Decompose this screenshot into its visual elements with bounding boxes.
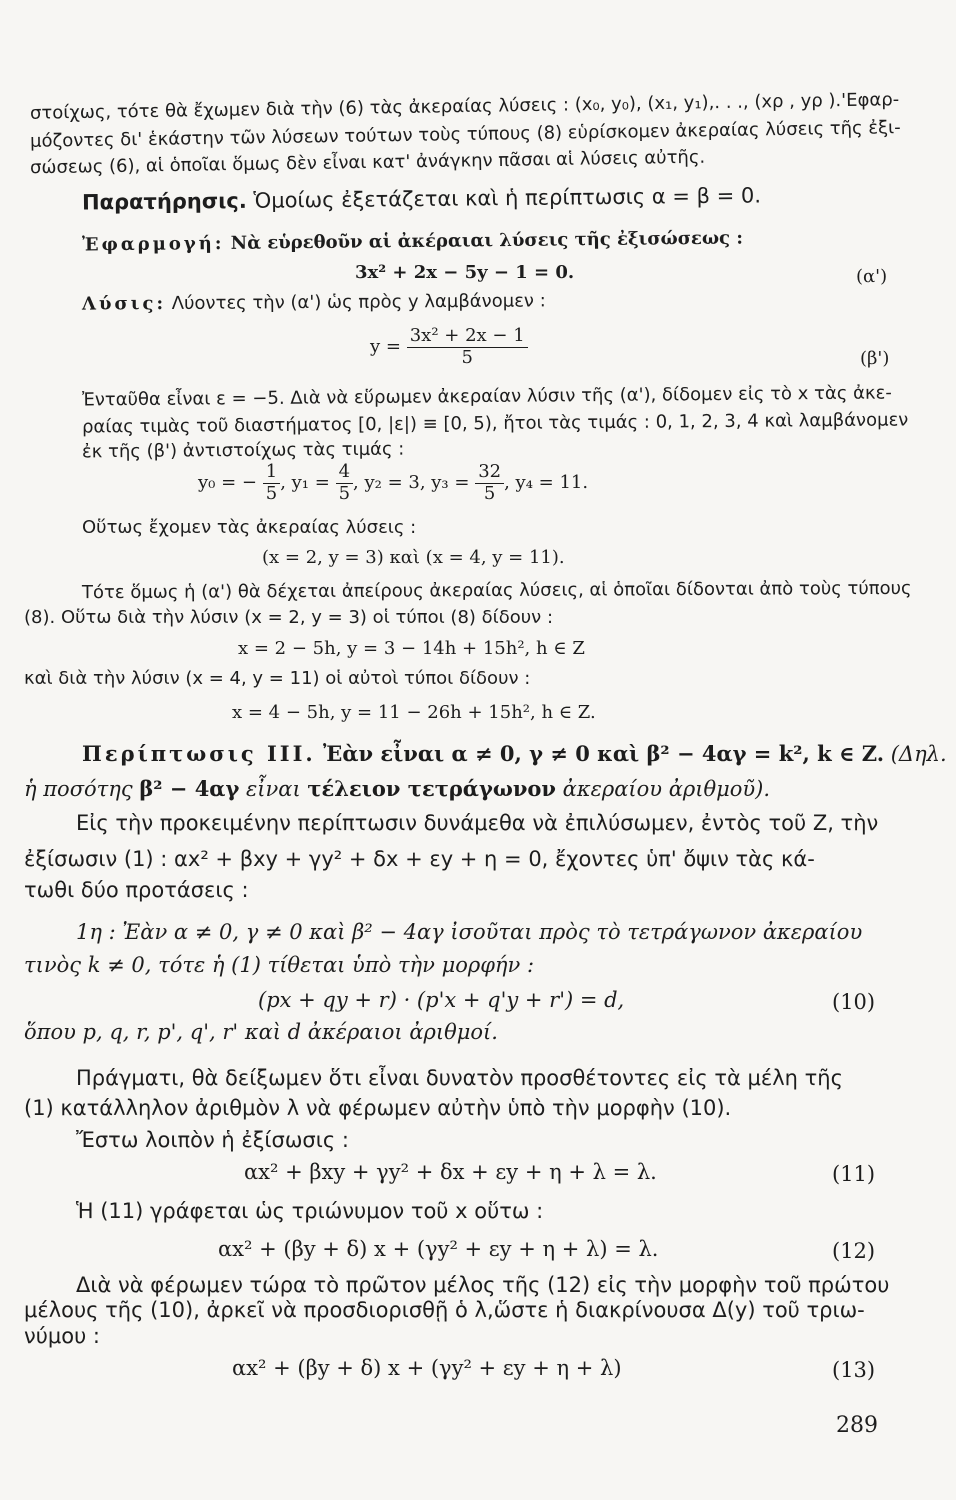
fraction-numerator: 32 — [475, 462, 504, 484]
solution-line — [82, 290, 546, 314]
text-line: ἐκ τῆς (β') ἀντιστοίχως τὰς τιμάς : — [81, 438, 405, 463]
equation-number: (10) — [832, 990, 876, 1014]
equation-a: 3x² + 2x − 5y − 1 = 0. — [355, 262, 575, 283]
remark-line — [82, 183, 761, 214]
case-note: (Δηλ. — [884, 742, 947, 766]
case-note-line — [24, 776, 770, 801]
text-line: (8). Οὕτω διὰ τὴν λύσιν (x = 2, y = 3) οἱ τύποι (8) δίδουν : — [24, 607, 554, 628]
text-line: ραίας τιμὰς τοῦ διαστήματος [0, |ε|) ≡ [0, 5), ἤτοι τὰς τιμάς : 0, 1, 2, 3, 4 καὶ λαμβάνομεν — [81, 409, 909, 438]
text-line: στοίχως, τότε θὰ ἔχωμεν διὰ τὴν (6) τὰς ἀκεραίας λύσεις : (x₀, y₀), (x₁, y₁),. . ., (xρ , yρ ).'Εφαρ- — [29, 89, 900, 124]
fraction-denominator: 5 — [483, 482, 496, 504]
equation-13: αx² + (βy + δ) x + (γy² + εy + η + λ) — [232, 1356, 622, 1380]
remark-label: Παρατήρησις. — [81, 188, 247, 215]
text-line: μέλους τῆς (10), ἀρκεῖ νὰ προσδιορισθῇ ὁ λ,ὥστε ἡ διακρίνουσα Δ(y) τοῦ τριω- — [24, 1298, 865, 1322]
text-line: Τότε ὅμως ἡ (α') θὰ δέχεται ἀπείρους ἀκεραίας λύσεις, αἱ ὁποῖαι δίδονται ἀπὸ τοὺς τύπους — [81, 577, 912, 604]
proposition-line: ὅπου p, q, r, p', q', r' καὶ d ἀκέραιοι ἀριθμοί. — [24, 1020, 498, 1044]
equation-number: (13) — [832, 1358, 876, 1382]
page-number: 289 — [836, 1413, 878, 1438]
text-line: Οὕτως ἔχομεν τὰς ἀκεραίας λύσεις : — [82, 517, 417, 538]
fraction-denominator: 5 — [338, 482, 351, 504]
text-line: (1) κατάλληλον ἀριθμὸν λ νὰ φέρωμεν αὐτὴν ὑπὸ τὴν μορφὴν (10). — [24, 1096, 732, 1120]
text-line: τωθι δύο προτάσεις : — [24, 878, 249, 902]
text-line: Πράγματι, θὰ δείξωμεν ὅτι εἶναι δυνατὸν προσθέτοντες εἰς τὰ μέλη τῆς — [76, 1066, 843, 1090]
eq-b-lhs: y = — [370, 336, 401, 358]
fraction-numerator: 1 — [263, 462, 280, 484]
note-bold: β² − 4αγ — [139, 776, 240, 801]
fraction — [263, 462, 280, 504]
case-label: Περίπτωσις III. — [82, 741, 316, 766]
equation-10: (px + qy + r) · (p'x + q'y + r') = d, — [258, 988, 625, 1012]
value-y0: y₀ = − — [198, 472, 257, 494]
fraction-denominator: 5 — [265, 482, 278, 504]
math-line: (x = 2, y = 3) καὶ (x = 4, y = 11). — [262, 547, 565, 568]
note-bold: τέλειον τετράγωνον — [307, 776, 556, 801]
equation-number: (11) — [832, 1162, 876, 1186]
values-line — [198, 462, 588, 504]
note-text: ἀκεραίου ἀριθμοῦ). — [555, 777, 771, 801]
note-text: εἶναι — [239, 777, 308, 801]
text-line: Διὰ νὰ φέρωμεν τώρα τὸ πρῶτον μέλος τῆς (12) εἰς τὴν μορφὴν τοῦ πρώτου — [76, 1273, 890, 1297]
note-text: ἡ ποσότης — [24, 777, 140, 801]
fraction-denominator: 5 — [461, 346, 473, 368]
solution-text: Λύοντες τὴν (α') ὡς πρὸς y λαμβάνομεν : — [165, 290, 546, 315]
fraction-numerator: 3x² + 2x − 1 — [407, 326, 528, 348]
text-line: Ἐνταῦθα εἶναι ε = −5. Διὰ νὰ εὕρωμεν ἀκεραίαν λύσιν τῆς (α'), δίδομεν εἰς τὸ x τὰς ἀκε- — [81, 382, 892, 411]
value-y1: , y₁ = — [280, 472, 330, 494]
case-heading — [82, 741, 947, 766]
application-text: Νὰ εὑρεθοῦν αἱ ἀκέραιαι λύσεις τῆς ἐξισώσεως : — [224, 227, 744, 254]
fraction — [475, 462, 504, 504]
text-line: μόζοντες δι' ἑκάστην τῶν λύσεων τούτων τοὺς τύπους (8) εὑρίσκομεν ἀκεραίας λύσεις τῆς ἐξι- — [29, 117, 901, 152]
math-line: x = 2 − 5h, y = 3 − 14h + 15h², h ∈ Z — [238, 638, 585, 659]
equation-11: αx² + βxy + γy² + δx + εy + η + λ = λ. — [244, 1160, 657, 1184]
equation-number: (β') — [860, 348, 890, 369]
fraction-numerator: 4 — [336, 462, 353, 484]
proposition-line: 1η : Ἐὰν α ≠ 0, γ ≠ 0 καὶ β² − 4αγ ἰσοῦται πρὸς τὸ τετράγωνον ἀκεραίου — [76, 920, 863, 944]
text-line: καὶ διὰ τὴν λύσιν (x = 4, y = 11) οἱ αὐτοὶ τύποι δίδουν : — [24, 668, 531, 689]
application-line — [82, 228, 743, 256]
text-line: Ἔστω λοιπὸν ἡ ἐξίσωσις : — [76, 1128, 349, 1152]
equation-12: αx² + (βy + δ) x + (γy² + εy + η + λ) = λ. — [218, 1237, 659, 1261]
remark-text: Ὁμοίως ἐξετάζεται καὶ ἡ περίπτωσις α = β = 0. — [246, 183, 762, 213]
equation-number: (α') — [856, 266, 888, 287]
text-line: Ἡ (11) γράφεται ὡς τριώνυμον τοῦ x οὕτω : — [76, 1199, 544, 1223]
math-line: x = 4 − 5h, y = 11 − 26h + 15h², h ∈ Z. — [232, 702, 596, 723]
equation-number: (12) — [832, 1239, 876, 1263]
fraction — [336, 462, 353, 504]
value-y2: , y₂ = 3, y₃ = — [353, 472, 470, 494]
value-y4: , y₄ = 11. — [504, 472, 589, 494]
application-label: Ἐφαρμογή: — [81, 232, 225, 256]
equation-b — [370, 326, 528, 368]
text-line: ἐξίσωσιν (1) : αx² + βxy + γy² + δx + εy + η = 0, ἔχοντες ὑπ' ὄψιν τὰς κά- — [24, 847, 815, 871]
text-line: Εἰς τὴν προκειμένην περίπτωσιν δυνάμεθα νὰ ἐπιλύσωμεν, ἐντὸς τοῦ Z, τὴν — [76, 811, 879, 835]
proposition-line: τινὸς k ≠ 0, τότε ἡ (1) τίθεται ὑπὸ τὴν μορφήν : — [24, 953, 535, 977]
solution-label: Λύσις: — [81, 293, 167, 315]
text-line: νύμου : — [24, 1324, 100, 1348]
case-condition: Ἐὰν εἶναι α ≠ 0, γ ≠ 0 καὶ β² − 4αγ = k², k ∈ Z. — [315, 741, 885, 766]
text-line: σώσεως (6), αἱ ὁποῖαι ὅμως δὲν εἶναι κατ' ἀνάγκην πᾶσαι αἱ λύσεις αὐτῆς. — [29, 146, 706, 179]
eq-b-fraction — [407, 326, 528, 368]
